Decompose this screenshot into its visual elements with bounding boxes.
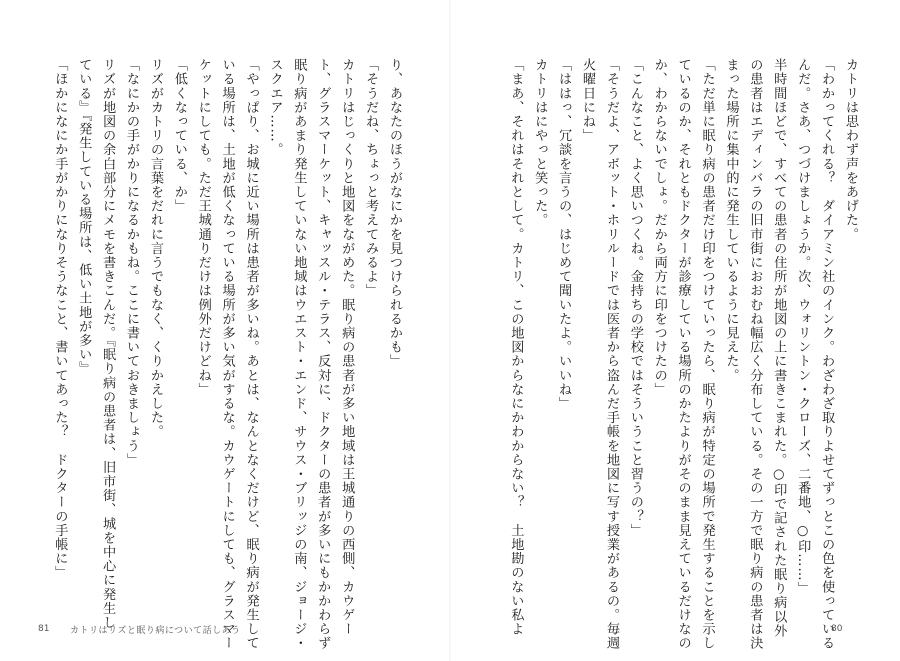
text-line: ケットにしても。ただ王城通りだけは例外だけどね」 [195,58,211,397]
text-line: 「ははっ、冗談を言うの、はじめて聞いたよ。いいね」 [556,58,572,411]
text-line: 火曜日にね」 [580,58,596,143]
text-line: 「そうだよ、アボット・ホリルードでは医者から盗んだ手帳を地図に写す授業があるの。毎週 [603,58,619,651]
text-line: カトリはじっくりと地図をながめた。眠り病の患者が多い地域は王城通りの西側、カウゲー [339,58,355,637]
page-number-left: 81 [38,624,50,634]
text-line: 「ただ単に眠り病の患者だけ印をつけていったら、眠り病が特定の場所で発生することを示し [699,58,715,651]
text-line: んだ。さあ、つづけましょうか。次、ウォリントン・クローズ、二番地、○印……」 [795,58,811,596]
text-line: まった場所に集中的に発生しているように見えた。 [723,58,739,383]
text-line: リズが地図の余白部分にメモを書きこんだ。『眠り病の患者は、旧市街、城を中心に発生し [100,58,116,630]
text-line: か、わからないでしょ。だから両方に印をつけたの」 [651,58,667,397]
text-line: 「まあ、それはそれとして。カトリ、この地図からなにかわからない？ 土地勘のない私よ [508,58,524,637]
running-head: カトリはリズと眠り病について話しあう [70,626,241,636]
text-line: カトリはにやっと笑った。 [532,58,548,228]
text-line: 「やっぱり、お城に近い場所は患者が多いね。あとは、なんとなくだけど、眠り病が発生して [243,58,259,651]
text-line: ている』『発生している場所は、低い土地が多い』 [76,58,92,376]
text-line: スクエア……。 [267,58,283,157]
text-line: 「わかってくれる？ ダイアミン社のインク。わざわざ取りよせてずっとこの色を使っている [819,58,835,651]
text-line: 半時間ほどで、すべての患者の住所が地図の上に書きこまれた。○印で記された眠り病以外 [771,58,787,638]
text-line: リズがカトリの言葉をだれに言うでもなく、くりかえした。 [147,58,163,439]
text-line: 「低くなっている、か」 [171,58,187,214]
page-gutter [449,0,451,661]
text-line: 「なにかの手がかりになるかもね。ここに書いておきましょう」 [124,58,140,467]
text-line: 眠り病があまり発生していない地域はウエスト・エンド、サウス・ブリッジの南、ジョージ・ [291,58,307,651]
text-line: ト、グラスマーケット、キャッスル・テラス、反対に、ドクターの患者が多いにもかかわらず [315,58,331,651]
page-number-right: 80 [831,624,843,634]
text-line: ているのか、それともドクターが診療している場所のかたよりがそのまま見えているだけなの [675,58,691,651]
text-line: 「そうだね、ちょっと考えてみるよ」 [363,58,379,298]
text-line: カトリは思わず声をあげた。 [843,58,858,242]
text-line: の患者はエディンバラの旧市街におおむね幅広く分布している。その一方で眠り病の患者は決 [747,58,763,651]
text-line: 「ほかになにか手がかりになりそうなこと、書いてあった？ ドクターの手帳に」 [52,58,68,580]
text-line: り、あなたのほうがなにかを見つけられるかも」 [387,58,402,369]
text-line: いる場所は、土地が低くなっている場所が多い気がするな。カウゲートにしても、グラスマー [219,58,235,651]
text-line: 「こんなこと、よく思いつくね。金持ちの学校ではそういうこと習うの？」 [627,58,643,538]
